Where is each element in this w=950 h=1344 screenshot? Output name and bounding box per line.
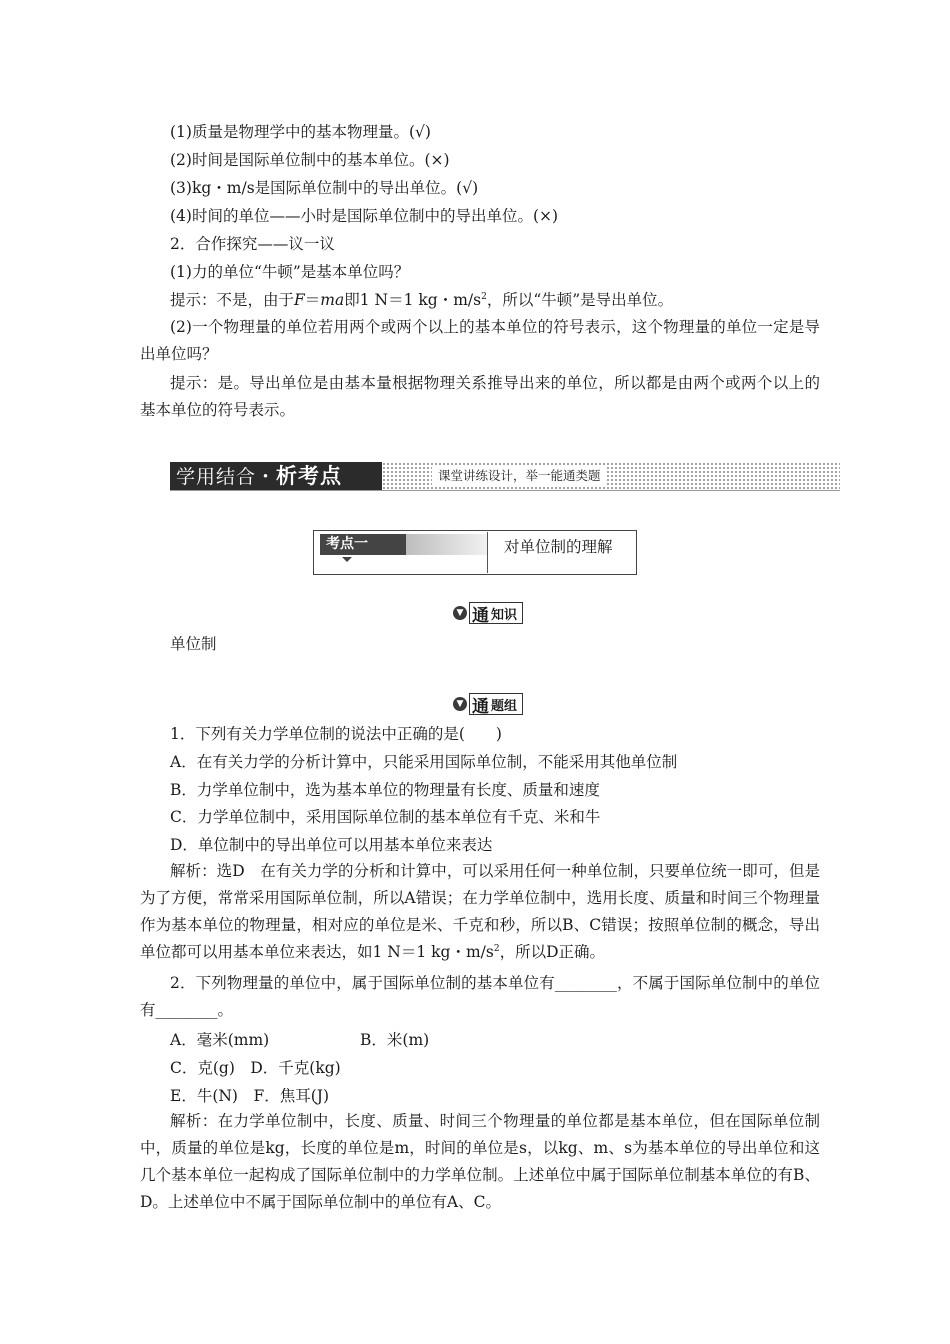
kaodian-title: 对单位制的理解 — [504, 538, 613, 556]
discussion-question-2: (2)一个物理量的单位若用两个或两个以上的基本单位的符号表示，这个物理量的单位一定是导出单位吗？ — [140, 318, 820, 363]
kaodian-box — [313, 530, 637, 575]
question-2-analysis: 解析：在力学单位制中，长度、质量、时间三个物理量的单位都是基本单位，但在国际单位制中，质量的单位是kg，长度的单位是m，时间的单位是s，以kg、m、s为基本单位的导出单位和这几个基本单位一起构成了国际单位制中的力学单位制。上述单位中属于国际单位制基本单位的有B、D。上述单位中不属于国际单位制中的单位有A、C。 — [140, 1112, 820, 1211]
question-2-stem: 2．下列物理量的单位中，属于国际单位制的基本单位有________，不属于国际单位制中的单位有________。 — [140, 974, 820, 1019]
discussion-hint-2: 提示：是。导出单位是由基本量根据物理关系推导出来的单位，所以都是由两个或两个以上的基本单位的符号表示。 — [140, 374, 820, 419]
question-1-analysis: 解析：选D 在有关力学的分析和计算中，可以采用任何一种单位制，只要单位统一即可，但是为了方便，常常采用国际单位制，所以A错误；在力学单位制中，选用长度、质量和时间三个物理量作为基本单位的物理量，相对应的单位是米、千克和秒，所以B、C错误；按照单位制的概念，导出单位都可以用基本单位来表达，如1 N＝1 kg・$m/s^2$，所以D正确。 — [140, 862, 820, 961]
kaodian-notch — [342, 557, 352, 562]
discussion-question-1: (1)力的单位“牛顿”是基本单位吗？ — [170, 263, 410, 281]
question-2-option-ef: E．牛(N) F．焦耳(J) — [170, 1087, 330, 1105]
heading-knowledge — [453, 602, 523, 624]
section-title-discussion: 2．合作探究——议一议 — [170, 235, 335, 253]
heading-problems-box — [469, 693, 523, 715]
question-1-option-b: B．力学单位制中，选为基本单位的物理量有长度、质量和速度 — [170, 781, 600, 799]
question-1-option-a: A．在有关力学的分析计算中，只能采用国际单位制，不能采用其他单位制 — [170, 753, 678, 771]
heading-problems-big: 通 — [472, 696, 489, 717]
banner-dotted-band — [382, 462, 840, 490]
question-2-option-cd: C．克(g) D．千克(kg) — [170, 1059, 341, 1077]
section-banner — [170, 462, 840, 490]
topic-label: 单位制 — [170, 635, 217, 653]
judgement-item-2: (2)时间是国际单位制中的基本单位。(×) — [170, 151, 450, 169]
kaodian-tag: 考点一 — [320, 534, 406, 555]
heading-knowledge-small: 知识 — [491, 607, 518, 623]
judgement-item-4: (4)时间的单位——小时是国际单位制中的导出单位。(×) — [170, 207, 559, 225]
heading-problems-small: 题组 — [491, 698, 518, 714]
question-1-stem: 1．下列有关力学单位制的说法中正确的是( ) — [170, 725, 502, 743]
kaodian-separator — [487, 532, 488, 573]
judgement-item-1: (1)质量是物理学中的基本物理量。(√) — [170, 123, 431, 141]
question-1-option-d: D．单位制中的导出单位可以用基本单位来表达 — [170, 836, 493, 854]
question-2-option-b: B．米(m) — [360, 1031, 430, 1049]
discussion-hint-1: 提示：不是，由于F＝ma即1 N＝1 kg・$m/s^2$，所以“牛顿”是导出单位。 — [170, 291, 674, 309]
question-2-option-a: A．毫米(mm) — [170, 1031, 270, 1049]
banner-title: 学用结合・析考点 — [170, 462, 382, 490]
kaodian-tag-gradient — [406, 534, 488, 555]
banner-rule — [170, 490, 840, 491]
chevron-down-icon: ▼ — [453, 606, 467, 620]
heading-knowledge-box — [469, 602, 523, 624]
heading-knowledge-big: 通 — [472, 605, 489, 626]
banner-subtitle: 课堂讲练设计，举一能通类题 — [432, 465, 607, 487]
chevron-down-icon: ▼ — [453, 697, 467, 711]
judgement-item-3: (3)kg・m/s是国际单位制中的导出单位。(√) — [170, 179, 479, 197]
heading-problems — [453, 693, 523, 715]
question-1-option-c: C．力学单位制中，采用国际单位制的基本单位有千克、米和牛 — [170, 808, 601, 826]
